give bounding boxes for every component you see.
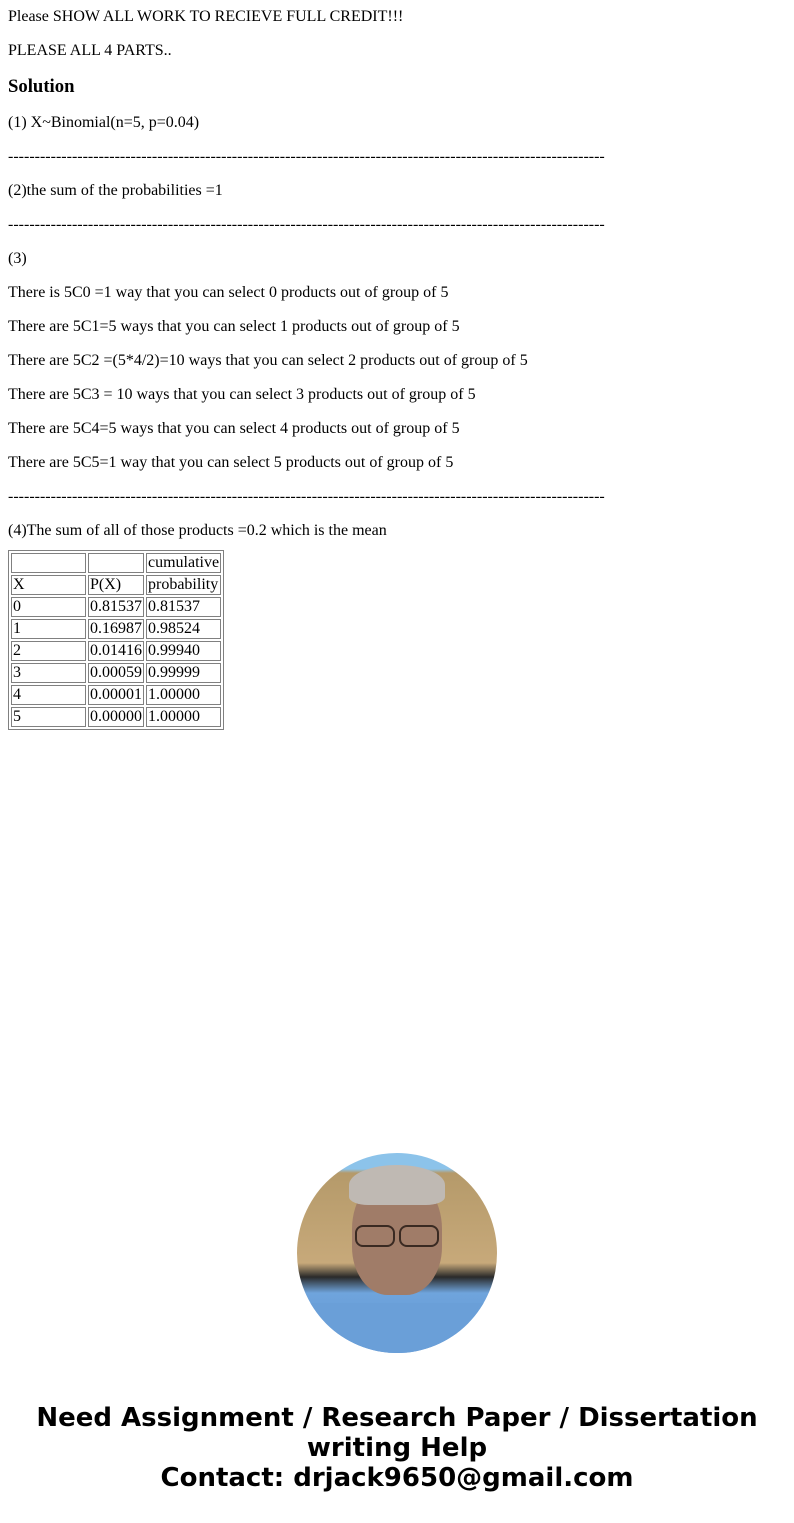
table-cell: 0 (11, 597, 86, 617)
table-cell: P(X) (88, 575, 144, 595)
table-cell: 1 (11, 619, 86, 639)
table-cell: probability (146, 575, 221, 595)
tutor-avatar (297, 1153, 497, 1353)
divider: ---------------------------------------------------------------------------------------------------------------- (8, 148, 605, 165)
divider: ---------------------------------------------------------------------------------------------------------------- (8, 488, 605, 505)
table-row (11, 707, 221, 727)
part3-line: There is 5C0 =1 way that you can select 0 products out of group of 5 (8, 284, 449, 301)
table-cell: 0.81537 (90, 598, 142, 615)
table-cell: cumulative (148, 554, 220, 571)
table-cell (88, 553, 144, 573)
avatar-shirt (297, 1303, 497, 1353)
banner-line: Need Assignment / Research Paper / Dissertation (36, 1403, 758, 1433)
question-text: Please SHOW ALL WORK TO RECIEVE FULL CREDIT!!! (8, 8, 404, 25)
table-row (11, 641, 221, 661)
avatar-hair (349, 1165, 445, 1205)
part2-answer: (2)the sum of the probabilities =1 (8, 182, 223, 199)
table-cell: 3 (11, 663, 86, 683)
table-cell: 5 (11, 707, 86, 727)
banner-line: writing Help (306, 1433, 488, 1463)
solution-heading: Solution (8, 76, 75, 97)
probability-table (8, 550, 224, 730)
part3-line: There are 5C2 =(5*4/2)=10 ways that you can select 2 products out of group of 5 (8, 352, 528, 369)
table-row (11, 597, 221, 617)
table-cell: 1.00000 (146, 685, 221, 705)
part4-answer: (4)The sum of all of those products =0.2 which is the mean (8, 522, 387, 539)
part3-line: There are 5C4=5 ways that you can select 4 products out of group of 5 (8, 420, 460, 437)
table-header-row (11, 553, 221, 573)
part3-line: There are 5C1=5 ways that you can select 1 products out of group of 5 (8, 318, 460, 335)
table-header-row (11, 575, 221, 595)
divider: ---------------------------------------------------------------------------------------------------------------- (8, 216, 605, 233)
table-cell: 0.81537 (146, 597, 221, 617)
table-cell: 4 (11, 685, 86, 705)
table-cell: 0.16987 (90, 620, 142, 637)
contact-banner (0, 1403, 794, 1493)
table-row (11, 685, 221, 705)
table-cell: 0.99940 (146, 641, 221, 661)
table-cell: 0.98524 (146, 619, 221, 639)
table-cell (11, 553, 86, 573)
question-text: PLEASE ALL 4 PARTS.. (8, 42, 172, 59)
table-cell: 0.01416 (90, 642, 142, 659)
table-cell: X (11, 575, 86, 595)
table-cell: 0.00001 (90, 686, 142, 703)
part3-label: (3) (8, 250, 27, 267)
contact-email: Contact: drjack9650@gmail.com (160, 1463, 634, 1493)
part3-line: There are 5C3 = 10 ways that you can select 3 products out of group of 5 (8, 386, 476, 403)
avatar-glasses (355, 1225, 439, 1245)
table-cell: 0.99999 (146, 663, 221, 683)
part1-answer: (1) X~Binomial(n=5, p=0.04) (8, 114, 200, 131)
document-body (8, 8, 786, 730)
table-row (11, 619, 221, 639)
part3-line: There are 5C5=1 way that you can select 5 products out of group of 5 (8, 454, 454, 471)
table-row (11, 663, 221, 683)
table-cell: 2 (11, 641, 86, 661)
table-cell: 1.00000 (146, 707, 221, 727)
table-cell: 0.00000 (90, 708, 142, 725)
table-cell: 0.00059 (90, 664, 142, 681)
